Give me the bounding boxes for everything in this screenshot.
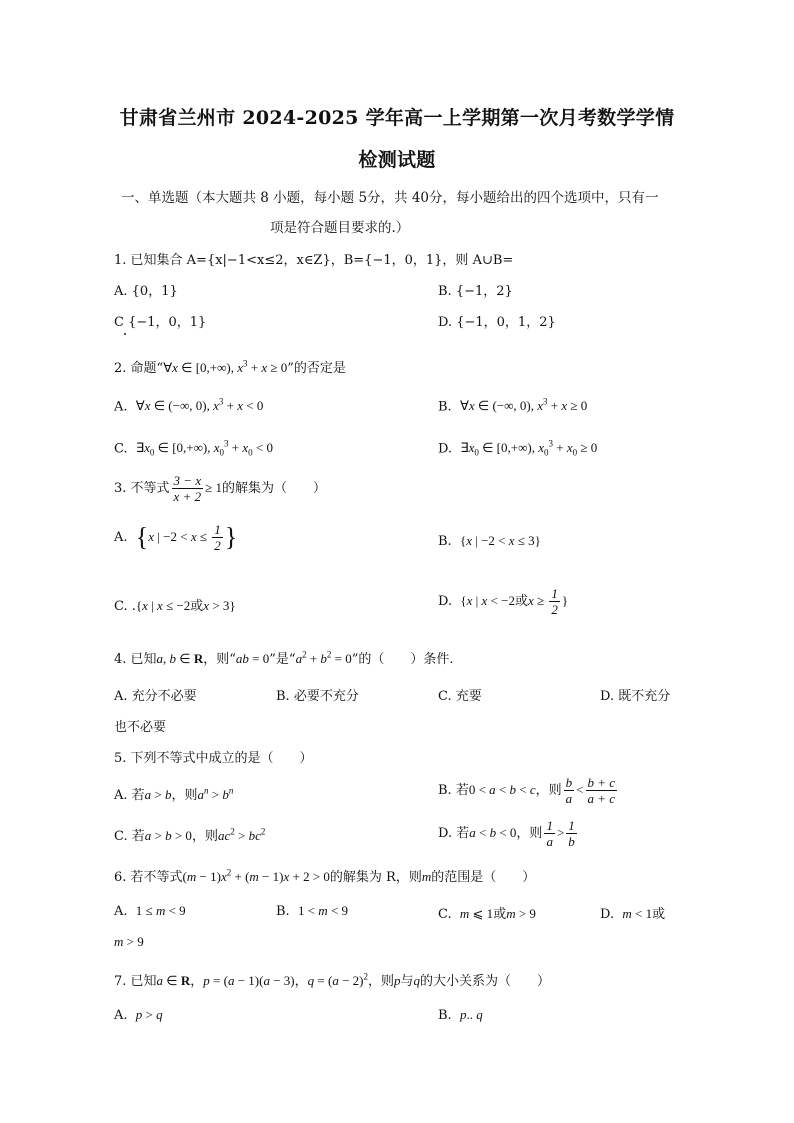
q2-option-d-label: D. [438,441,453,457]
q5-option-d-mid: ，则 [516,826,543,841]
q2-stem-suffix: ”的否定是 [287,361,346,376]
q1-stem: 1. 已知集合 A={x|−1<x≤2，x∈Z}，B={−1，0，1}，则 A∪B= [114,253,514,268]
q2-option-c: C. $\exists x_0$ ∈ [0,+∞), $x_0^3 + x_0 < 0$ [114,439,273,458]
q5-option-c-mid: ，则 [191,829,218,844]
q4-option-c: C. 充要 [438,689,482,704]
q6-stem-mid: 的解集为 R，则 [329,870,422,885]
q4-option-d: D. 既不充分 [600,689,671,704]
q6-option-c-label: C. [438,907,452,922]
q7-option-a: A. p > q [114,1007,163,1023]
q4-stem-suffix: ”的（ ）条件. [351,652,454,667]
q3-option-d-label: D. [438,594,453,609]
doc-title-line1: 甘肃省兰州市 2024-2025 学年高一上学期第一次月考数学学情 [119,107,675,129]
q6-option-a-label: A. [114,904,128,919]
q7-stem-prefix: 7. 已知 [114,974,157,989]
q6-option-a: A. 1 ≤ m < 9 [114,903,186,919]
q3-stem-suffix: 的解集为（ ） [221,481,326,496]
q5-option-b-pre: B. 若 [438,783,469,798]
q3-option-a: A. {x | −2 < x ≤ $\frac{1}{2}$ } [114,522,238,553]
q6-option-d-or: 或 [652,907,666,922]
q2-stem [114,357,346,376]
q6-option-c-or: 或 [493,907,507,922]
q4-stem: 4. 已知a, b ∈ R，则“ab = 0”是“$a^2 + b^2 = 0$”的（ ）条件. [114,649,454,667]
q5-option-c: C. 若a > b > 0，则$ac^2 > bc^2$ [114,826,266,844]
q5-stem: 5. 下列不等式中成立的是（ ） [114,751,313,766]
q7-option-b: B. p.. q [438,1007,483,1023]
q6-option-b-label: B. [276,904,290,919]
q7-stem-mid2: 与 [400,974,414,989]
q7-stem-suffix: 的大小关系为（ ） [420,974,551,989]
q4-option-b: B. 必要不充分 [276,689,359,704]
q2-option-b: B. ∀x ∈ (−∞, 0), $x^3 + x \ge 0$ [438,397,588,415]
q6-stem-prefix: 6. 若不等式 [114,870,183,885]
q3-option-b-label: B. [438,534,452,549]
q3-option-d: D. {x | x < −2或x ≥ $\frac{1}{2}$ } [438,586,569,617]
q2-option-d: D. $\exists x_0$ ∈ [0,+∞), $x_0^3 + x_0 \ge 0$ [438,439,598,458]
section-header-line1: 一、单选题（本大题共 8 小题，每小题 5分，共 40分，每小题给出的四个选项中，只有一 [121,190,659,206]
q6-option-d-continued: m > 9 [114,934,144,949]
q4-stem-mid: ，则“ [203,652,236,667]
q4-stem-prefix: 4. 已知 [114,652,157,667]
q7-stem: 7. 已知a ∈ R，p = (a − 1)(a − 3)，$q = (a - 2)^2$，则p与q的大小关系为（ ） [114,971,551,989]
q2-option-a-label: A. [114,399,128,415]
q2-option-b-label: B. [438,399,452,415]
q5-option-b: B. 若0 < a < b < c，则 $\frac{b}{a}$ < $\frac{b + c}{a + c}$ [438,775,616,806]
q5-option-c-pre: C. 若 [114,829,145,844]
q1-option-a: A. {0，1} [114,284,178,299]
q7-option-b-label: B. [438,1008,452,1023]
q1-option-b: B. {−1，2} [438,284,513,299]
q3-fraction: $\frac{3 - x}{x + 2}$ [173,473,202,504]
q3-option-c-label: C. . [114,599,136,614]
q7-stem-mid: ，则 [367,974,394,989]
q3-option-c-or: 或 [190,599,204,614]
q6-stem: 6. 若不等式$(m - 1)x^2 + (m - 1)x + 2 > 0$的解集为 R，则m的范围是（ ） [114,867,536,885]
doc-title-line2: 检测试题 [358,149,436,171]
q3-stem-prefix: 3. 不等式 [114,481,170,496]
q6-option-c: C. m ⩽ 1或m > 9 [438,906,536,922]
q2-option-a: A. ∀x ∈ (−∞, 0), $x^3 + x < 0$ [114,397,264,415]
q3-stem: 3. 不等式 $\frac{3 - x}{x + 2}$ ≥ 1的解集为（ ） [114,473,326,504]
q5-option-d-pre: D. 若 [438,826,470,841]
q4-stem-mid2: ”是“ [269,652,296,667]
q1-option-d: D. {−1，0，1，2} [438,315,556,330]
q6-option-d-label: D. [600,907,615,922]
q6-stem-suffix: 的范围是（ ） [431,870,536,885]
q5-option-d: D. 若a < b < 0，则 $\frac{1}{a}$ > $\frac{1}{b}$ [438,818,575,849]
q6-option-b: B. 1 < m < 9 [276,903,349,919]
q1-option-c: C {−1，0，1} [114,315,207,330]
q3-option-d-or: 或 [514,594,528,609]
q5-option-a: A. 若a > b，则$a^n > b^n$ [114,785,234,803]
q6-option-d: D. m < 1或 [600,906,666,922]
section-header-line2: 项是符合题目要求的.） [270,220,410,236]
q3-option-c: C. .{x | x ≤ −2或x > 3} [114,598,236,614]
q2-stem-prefix: 2. 命题“ [114,361,164,376]
q2-option-c-label: C. [114,441,128,457]
q4-option-a: A. 充分不必要 [114,689,197,704]
stray-dot [124,333,126,335]
q7-option-a-label: A. [114,1008,128,1023]
q5-option-a-pre: A. 若 [114,788,145,803]
q4-option-d-continued: 也不必要 [114,720,167,735]
q5-option-a-mid: ，则 [171,788,198,803]
q3-option-b: B. {x | −2 < x ≤ 3} [438,533,541,549]
q5-option-b-mid: ，则 [535,783,562,798]
q3-option-a-label: A. [114,530,128,545]
q2-proposition-math: ∀x ∈ [0,+∞), $x^3 + x \ge 0$ [163,358,288,375]
